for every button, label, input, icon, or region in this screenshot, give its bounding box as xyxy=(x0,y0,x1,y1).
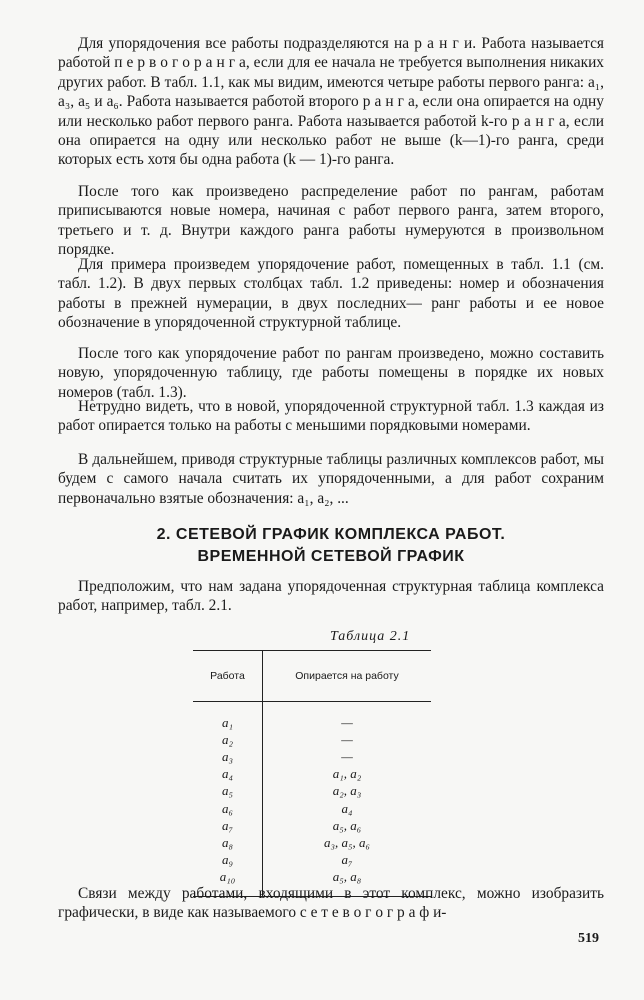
section-heading-line2: ВРЕМЕННОЙ СЕТЕВОЙ ГРАФИК xyxy=(197,548,465,565)
table-row xyxy=(193,852,431,869)
work-cell: a₅ xyxy=(193,783,263,800)
paragraph-renumbering: После того как произведено распределение работ по рангам, работам приписываются новые номера, начиная с работ первого ранга, затем второго, третьего и т. д. Внутри каждого ранга работы нумеруются в произвольном порядке. xyxy=(58,183,604,259)
work-cell: a₁₀ xyxy=(193,869,263,897)
depends-cell: a₄ xyxy=(341,800,353,816)
structure-table xyxy=(193,650,431,897)
table-row xyxy=(193,731,431,748)
table-row xyxy=(193,783,431,800)
table-row xyxy=(193,714,431,731)
work-cell: a₇ xyxy=(193,817,263,834)
table-row xyxy=(193,766,431,783)
header-depends: Опирается на работу xyxy=(263,651,432,702)
work-cell: a₄ xyxy=(193,766,263,783)
work-cell: a₃ xyxy=(193,748,263,765)
table-row xyxy=(193,748,431,765)
depends-cell: a₃, a₅, a₆ xyxy=(323,834,371,850)
work-cell: a₉ xyxy=(193,852,263,869)
depends-cell: — xyxy=(341,714,353,730)
depends-cell: a₇ xyxy=(341,852,353,868)
table-row xyxy=(193,800,431,817)
paragraph-closing: Связи между работами, входящими в этот комплекс, можно изобразить графически, в виде как называемого с е т е в о г о г р а ф и- xyxy=(58,885,604,922)
depends-cell: a₂, a₃ xyxy=(332,783,362,799)
table-row xyxy=(193,817,431,834)
depends-cell: — xyxy=(341,731,353,747)
page-number: 519 xyxy=(578,931,599,946)
header-work: Работа xyxy=(193,651,263,702)
depends-cell: a₅, a₈ xyxy=(263,869,432,897)
paragraph-new-table: После того как упорядочение работ по рангам произведено, можно составить новую, упорядоченную таблицу, где работы помещены в порядке их новых номеров (табл. 1.3). xyxy=(58,345,604,401)
paragraph-intro: Предположим, что нам задана упорядоченная структурная таблица комплекса работ, например, табл. 2.1. xyxy=(58,578,604,615)
table-header-row xyxy=(193,651,431,702)
work-cell: a₁ xyxy=(193,714,263,731)
paragraph-observation: Нетрудно видеть, что в новой, упорядоченной структурной табл. 1.3 каждая из работ опирается только на работы с меньшими порядковыми номерами. xyxy=(58,398,604,435)
depends-cell: a₅, a₆ xyxy=(332,817,362,833)
paragraph-further: В дальнейшем, приводя структурные таблицы различных комплексов работ, мы будем с самого начала считать их упорядоченными, а для работ сохраним первоначально взятые обозначения: a₁, a₂, ... xyxy=(58,451,604,507)
work-cell: a₂ xyxy=(193,731,263,748)
work-cell: a₈ xyxy=(193,834,263,851)
table-row xyxy=(193,834,431,851)
depends-cell: a₁, a₂ xyxy=(332,766,362,782)
work-cell: a₆ xyxy=(193,800,263,817)
paragraph-ranks: Для упорядочения все работы подразделяются на р а н г и. Работа называется работой п е р в о г о р а н г а, если для ее начала не требуется выполнения никаких других работ. В табл. 1.1, как мы видим, имеются четыре работы первого ранга: a₁, a₃, a₅ и a₆. Работа называется работой второго р а н г а, если она опирается на одну или несколько работ первого ранга. Работа называется работой k-го р а н г а, если она опирается на одну или несколько работ не выше (k—1)-го ранга, среди которых есть хотя бы одна работа (k — 1)-го ранга. xyxy=(58,35,604,169)
depends-cell: — xyxy=(341,748,353,764)
section-heading-line1: 2. СЕТЕВОЙ ГРАФИК КОМПЛЕКСА РАБОТ. xyxy=(156,526,506,543)
paragraph-example: Для примера произведем упорядочение работ, помещенных в табл. 1.1 (см. табл. 1.2). В двух первых столбцах табл. 1.2 приведены: номер и обозначения работы в прежней нумерации, в двух последних— ранг работы и ее новое обозначение в упорядоченной структурной таблице. xyxy=(58,256,604,332)
table-caption: Таблица 2.1 xyxy=(330,629,411,644)
